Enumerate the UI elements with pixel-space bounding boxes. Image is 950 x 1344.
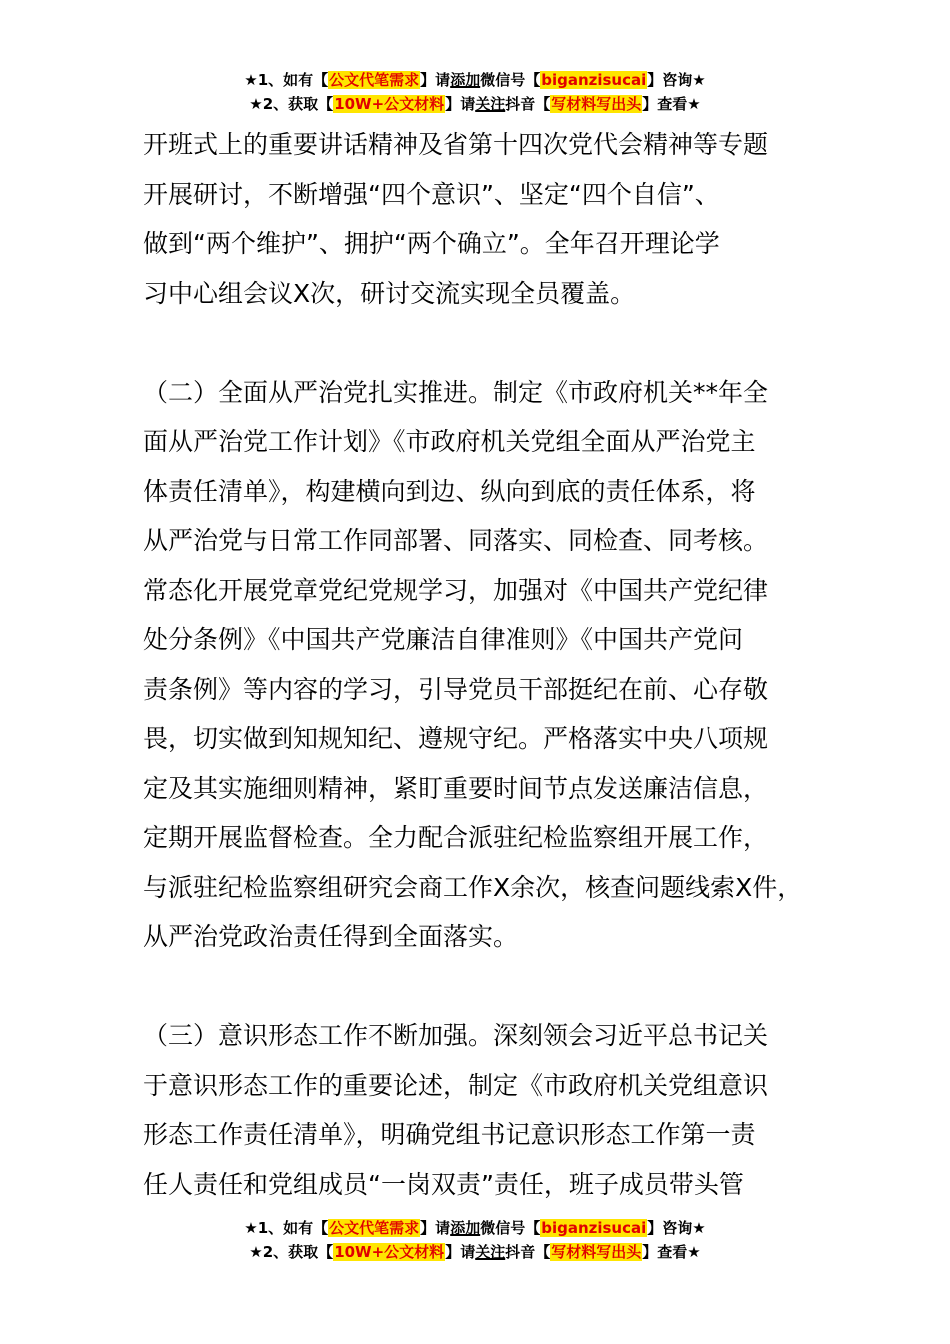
banner-text: 】请 <box>420 71 451 89</box>
document-body <box>143 120 843 1209</box>
header-banner <box>0 68 950 116</box>
emphasis-add: 添加 <box>450 71 481 89</box>
banner-text: 】咨询★ <box>647 71 706 89</box>
highlight-wechat-id: biganzisucai <box>541 71 647 89</box>
banner-text: ★2、获取【 <box>249 1243 334 1261</box>
banner-text: 】查看★ <box>642 95 701 113</box>
banner-text: 微信号【 <box>480 71 541 89</box>
emphasis-follow: 关注 <box>475 1243 506 1261</box>
banner-line-2 <box>0 92 950 116</box>
highlight-douyin-account: 写材料写出头 <box>551 95 642 113</box>
highlight-wechat-id: biganzisucai <box>541 1219 647 1237</box>
highlight-service: 公文代笔需求 <box>329 1219 420 1237</box>
paragraph-ideology-work: （三）意识形态工作不断加强。深刻领会习近平总书记关 于意识形态工作的重要论述，制定《市政府机关党组意识 形态工作责任清单》，明确党组书记意识形态工作第一责 任人责任和党组成员“一岗双责”责任，班子成员带头管 <box>143 1021 769 1199</box>
highlight-service: 公文代笔需求 <box>329 71 420 89</box>
banner-line-1 <box>0 1216 950 1240</box>
highlight-douyin-account: 写材料写出头 <box>551 1243 642 1261</box>
banner-text: 】请 <box>445 95 476 113</box>
banner-text: 抖音【 <box>505 1243 551 1261</box>
paragraph-party-discipline: （二）全面从严治党扎实推进。制定《市政府机关**年全 面从严治党工作计划》《市政府机关党组全面从严治党主 体责任清单》，构建横向到边、纵向到底的责任体系，将 从严治党与日常工作同部署、同落实、同检查、同考核。 常态化开展党章党纪党规学习，加强对《中国共产党纪律 处分条例》《中国共产党廉洁自律准则》《中国共产党问 责条例》等内容的学习，引导党员干部挺纪在前、心存敬 畏，切实做到知规知纪、遵规守纪。严格落实中央八项规 定及其实施细则精神，紧盯重要时间节点发送廉洁信息， 定期开展监督检查。全力配合派驻纪检监察组开展工作， 与派驻纪检监察组研究会商工作X余次，核查问题线索X件， 从严治党政治责任得到全面落实。 <box>143 377 803 951</box>
banner-text: 】咨询★ <box>647 1219 706 1237</box>
emphasis-add: 添加 <box>450 1219 481 1237</box>
banner-text: ★1、如有【 <box>244 1219 329 1237</box>
highlight-materials: 10W+公文材料 <box>334 1243 445 1261</box>
banner-text: ★1、如有【 <box>244 71 329 89</box>
banner-text: ★2、获取【 <box>249 95 334 113</box>
banner-line-1 <box>0 68 950 92</box>
banner-text: 】请 <box>420 1219 451 1237</box>
banner-line-2 <box>0 1240 950 1264</box>
footer-banner <box>0 1216 950 1264</box>
highlight-materials: 10W+公文材料 <box>334 95 445 113</box>
banner-text: 】查看★ <box>642 1243 701 1261</box>
paragraph-study-continued: 开班式上的重要讲话精神及省第十四次党代会精神等专题 开展研讨，不断增强“四个意识”、坚定“四个自信”、 做到“两个维护”、拥护“两个确立”。全年召开理论学 习中心组会议X次，研讨交流实现全员覆盖。 <box>143 130 769 308</box>
banner-text: 微信号【 <box>480 1219 541 1237</box>
banner-text: 】请 <box>445 1243 476 1261</box>
banner-text: 抖音【 <box>505 95 551 113</box>
emphasis-follow: 关注 <box>475 95 506 113</box>
